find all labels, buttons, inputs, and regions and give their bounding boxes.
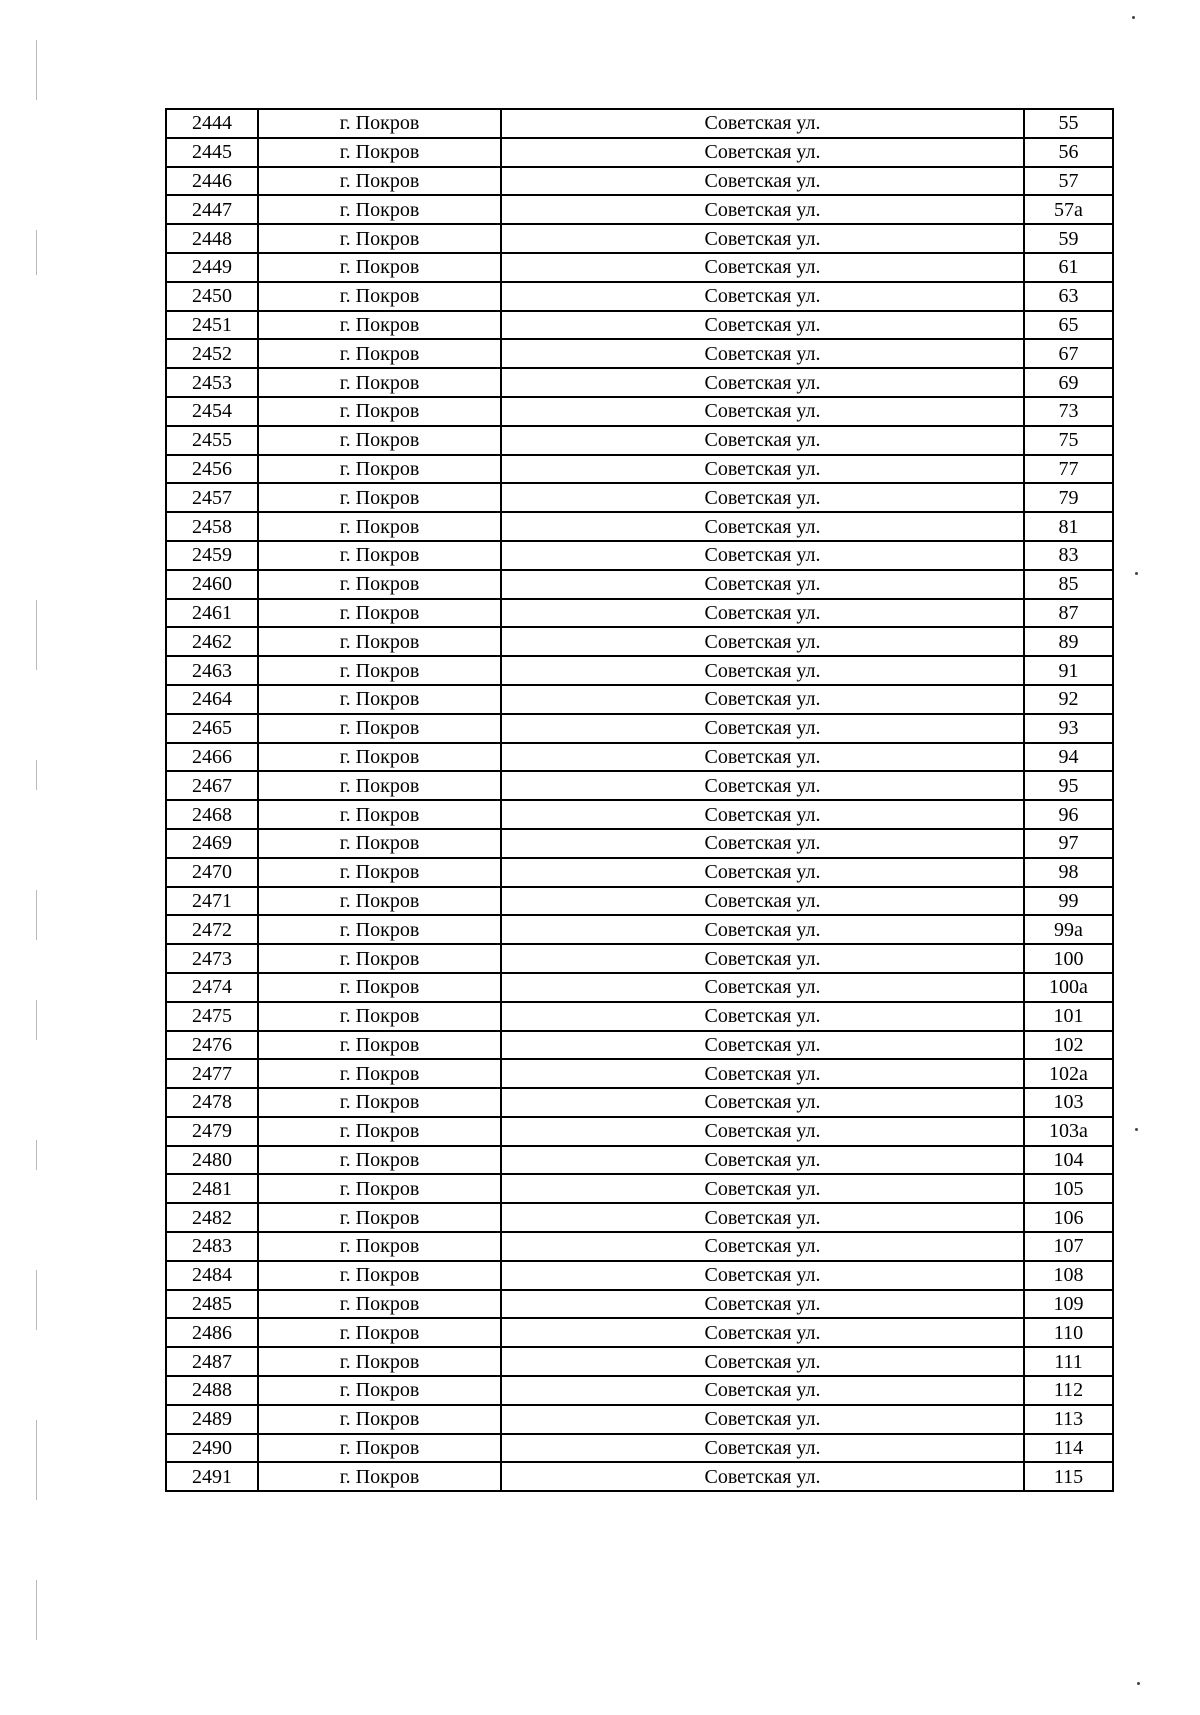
table-row <box>166 426 1113 455</box>
row-number-cell: 2474 <box>166 973 258 1002</box>
table-row <box>166 944 1113 973</box>
city-cell: г. Покров <box>258 858 501 887</box>
table-row <box>166 167 1113 196</box>
table-row <box>166 224 1113 253</box>
street-cell: Советская ул. <box>501 1174 1024 1203</box>
city-cell: г. Покров <box>258 599 501 628</box>
house-number-cell: 96 <box>1024 800 1113 829</box>
city-cell: г. Покров <box>258 1059 501 1088</box>
table-row <box>166 1002 1113 1031</box>
scan-speck <box>1137 1682 1140 1685</box>
house-number-cell: 97 <box>1024 829 1113 858</box>
street-cell: Советская ул. <box>501 915 1024 944</box>
city-cell: г. Покров <box>258 1376 501 1405</box>
table-row <box>166 800 1113 829</box>
table-row <box>166 1462 1113 1491</box>
street-cell: Советская ул. <box>501 800 1024 829</box>
house-number-cell: 112 <box>1024 1376 1113 1405</box>
street-cell: Советская ул. <box>501 195 1024 224</box>
table-row <box>166 1290 1113 1319</box>
row-number-cell: 2473 <box>166 944 258 973</box>
table-row <box>166 1347 1113 1376</box>
city-cell: г. Покров <box>258 1146 501 1175</box>
row-number-cell: 2489 <box>166 1405 258 1434</box>
city-cell: г. Покров <box>258 311 501 340</box>
house-number-cell: 113 <box>1024 1405 1113 1434</box>
house-number-cell: 77 <box>1024 455 1113 484</box>
table-row <box>166 195 1113 224</box>
scan-margin-mark <box>36 1140 37 1170</box>
row-number-cell: 2480 <box>166 1146 258 1175</box>
row-number-cell: 2476 <box>166 1031 258 1060</box>
table-row <box>166 311 1113 340</box>
house-number-cell: 110 <box>1024 1318 1113 1347</box>
table-row <box>166 1117 1113 1146</box>
table-row <box>166 512 1113 541</box>
street-cell: Советская ул. <box>501 1261 1024 1290</box>
street-cell: Советская ул. <box>501 656 1024 685</box>
row-number-cell: 2486 <box>166 1318 258 1347</box>
row-number-cell: 2445 <box>166 138 258 167</box>
table-row <box>166 109 1113 138</box>
address-table <box>165 108 1114 1492</box>
city-cell: г. Покров <box>258 1031 501 1060</box>
table-row <box>166 685 1113 714</box>
city-cell: г. Покров <box>258 685 501 714</box>
table-row <box>166 1232 1113 1261</box>
row-number-cell: 2458 <box>166 512 258 541</box>
street-cell: Советская ул. <box>501 1059 1024 1088</box>
street-cell: Советская ул. <box>501 858 1024 887</box>
city-cell: г. Покров <box>258 339 501 368</box>
city-cell: г. Покров <box>258 800 501 829</box>
street-cell: Советская ул. <box>501 311 1024 340</box>
row-number-cell: 2478 <box>166 1088 258 1117</box>
house-number-cell: 89 <box>1024 627 1113 656</box>
row-number-cell: 2490 <box>166 1434 258 1463</box>
house-number-cell: 98 <box>1024 858 1113 887</box>
table-row <box>166 743 1113 772</box>
scan-margin-mark <box>36 1420 37 1500</box>
row-number-cell: 2479 <box>166 1117 258 1146</box>
street-cell: Советская ул. <box>501 1347 1024 1376</box>
row-number-cell: 2466 <box>166 743 258 772</box>
row-number-cell: 2456 <box>166 455 258 484</box>
row-number-cell: 2468 <box>166 800 258 829</box>
street-cell: Советская ул. <box>501 541 1024 570</box>
row-number-cell: 2447 <box>166 195 258 224</box>
table-row <box>166 1318 1113 1347</box>
street-cell: Советская ул. <box>501 944 1024 973</box>
table-row <box>166 397 1113 426</box>
row-number-cell: 2448 <box>166 224 258 253</box>
house-number-cell: 94 <box>1024 743 1113 772</box>
row-number-cell: 2452 <box>166 339 258 368</box>
scan-margin-mark <box>36 1580 37 1640</box>
street-cell: Советская ул. <box>501 483 1024 512</box>
table-row <box>166 483 1113 512</box>
city-cell: г. Покров <box>258 1290 501 1319</box>
house-number-cell: 99 <box>1024 887 1113 916</box>
city-cell: г. Покров <box>258 138 501 167</box>
table-row <box>166 887 1113 916</box>
street-cell: Советская ул. <box>501 1002 1024 1031</box>
street-cell: Советская ул. <box>501 1434 1024 1463</box>
house-number-cell: 55 <box>1024 109 1113 138</box>
row-number-cell: 2482 <box>166 1203 258 1232</box>
table-row <box>166 1088 1113 1117</box>
row-number-cell: 2451 <box>166 311 258 340</box>
table-row <box>166 1059 1113 1088</box>
house-number-cell: 91 <box>1024 656 1113 685</box>
table-row <box>166 1174 1113 1203</box>
row-number-cell: 2457 <box>166 483 258 512</box>
street-cell: Советская ул. <box>501 1031 1024 1060</box>
house-number-cell: 102 <box>1024 1031 1113 1060</box>
street-cell: Советская ул. <box>501 109 1024 138</box>
row-number-cell: 2460 <box>166 570 258 599</box>
row-number-cell: 2491 <box>166 1462 258 1491</box>
house-number-cell: 109 <box>1024 1290 1113 1319</box>
city-cell: г. Покров <box>258 253 501 282</box>
table-row <box>166 858 1113 887</box>
house-number-cell: 61 <box>1024 253 1113 282</box>
city-cell: г. Покров <box>258 224 501 253</box>
street-cell: Советская ул. <box>501 887 1024 916</box>
table-row <box>166 455 1113 484</box>
scan-margin-mark <box>36 760 37 790</box>
scan-speck <box>1135 572 1138 575</box>
table-row <box>166 138 1113 167</box>
table-row <box>166 541 1113 570</box>
city-cell: г. Покров <box>258 887 501 916</box>
street-cell: Советская ул. <box>501 138 1024 167</box>
city-cell: г. Покров <box>258 656 501 685</box>
street-cell: Советская ул. <box>501 1117 1024 1146</box>
city-cell: г. Покров <box>258 1232 501 1261</box>
city-cell: г. Покров <box>258 973 501 1002</box>
street-cell: Советская ул. <box>501 224 1024 253</box>
city-cell: г. Покров <box>258 1002 501 1031</box>
city-cell: г. Покров <box>258 944 501 973</box>
table-row <box>166 282 1113 311</box>
street-cell: Советская ул. <box>501 282 1024 311</box>
scan-margin-mark <box>36 600 37 670</box>
house-number-cell: 93 <box>1024 714 1113 743</box>
row-number-cell: 2449 <box>166 253 258 282</box>
row-number-cell: 2469 <box>166 829 258 858</box>
house-number-cell: 102а <box>1024 1059 1113 1088</box>
street-cell: Советская ул. <box>501 570 1024 599</box>
city-cell: г. Покров <box>258 397 501 426</box>
city-cell: г. Покров <box>258 1088 501 1117</box>
row-number-cell: 2470 <box>166 858 258 887</box>
street-cell: Советская ул. <box>501 397 1024 426</box>
house-number-cell: 81 <box>1024 512 1113 541</box>
city-cell: г. Покров <box>258 512 501 541</box>
city-cell: г. Покров <box>258 109 501 138</box>
house-number-cell: 69 <box>1024 368 1113 397</box>
city-cell: г. Покров <box>258 167 501 196</box>
city-cell: г. Покров <box>258 541 501 570</box>
city-cell: г. Покров <box>258 627 501 656</box>
row-number-cell: 2475 <box>166 1002 258 1031</box>
house-number-cell: 111 <box>1024 1347 1113 1376</box>
table-row <box>166 1261 1113 1290</box>
house-number-cell: 92 <box>1024 685 1113 714</box>
house-number-cell: 75 <box>1024 426 1113 455</box>
city-cell: г. Покров <box>258 829 501 858</box>
table-row <box>166 656 1113 685</box>
scan-margin-mark <box>36 890 37 940</box>
house-number-cell: 85 <box>1024 570 1113 599</box>
house-number-cell: 115 <box>1024 1462 1113 1491</box>
street-cell: Советская ул. <box>501 1376 1024 1405</box>
row-number-cell: 2464 <box>166 685 258 714</box>
row-number-cell: 2450 <box>166 282 258 311</box>
row-number-cell: 2444 <box>166 109 258 138</box>
row-number-cell: 2454 <box>166 397 258 426</box>
house-number-cell: 83 <box>1024 541 1113 570</box>
house-number-cell: 100 <box>1024 944 1113 973</box>
city-cell: г. Покров <box>258 1434 501 1463</box>
house-number-cell: 99а <box>1024 915 1113 944</box>
table-row <box>166 1203 1113 1232</box>
city-cell: г. Покров <box>258 282 501 311</box>
scan-speck <box>1135 1128 1138 1131</box>
row-number-cell: 2471 <box>166 887 258 916</box>
scan-margin-mark <box>36 1270 37 1330</box>
table-row <box>166 1146 1113 1175</box>
table-row <box>166 253 1113 282</box>
house-number-cell: 79 <box>1024 483 1113 512</box>
house-number-cell: 100а <box>1024 973 1113 1002</box>
table-row <box>166 627 1113 656</box>
street-cell: Советская ул. <box>501 973 1024 1002</box>
city-cell: г. Покров <box>258 1117 501 1146</box>
street-cell: Советская ул. <box>501 627 1024 656</box>
street-cell: Советская ул. <box>501 426 1024 455</box>
street-cell: Советская ул. <box>501 1088 1024 1117</box>
table-row <box>166 570 1113 599</box>
city-cell: г. Покров <box>258 426 501 455</box>
city-cell: г. Покров <box>258 570 501 599</box>
house-number-cell: 63 <box>1024 282 1113 311</box>
house-number-cell: 95 <box>1024 771 1113 800</box>
scan-margin-mark <box>36 230 37 275</box>
table-row <box>166 771 1113 800</box>
table-row <box>166 1376 1113 1405</box>
city-cell: г. Покров <box>258 1462 501 1491</box>
city-cell: г. Покров <box>258 771 501 800</box>
house-number-cell: 87 <box>1024 599 1113 628</box>
house-number-cell: 114 <box>1024 1434 1113 1463</box>
city-cell: г. Покров <box>258 195 501 224</box>
scan-margin-mark <box>36 1000 37 1040</box>
address-table-body <box>166 109 1113 1491</box>
city-cell: г. Покров <box>258 368 501 397</box>
table-row <box>166 368 1113 397</box>
row-number-cell: 2465 <box>166 714 258 743</box>
city-cell: г. Покров <box>258 1261 501 1290</box>
street-cell: Советская ул. <box>501 512 1024 541</box>
row-number-cell: 2462 <box>166 627 258 656</box>
scan-margin-mark <box>36 40 37 100</box>
city-cell: г. Покров <box>258 714 501 743</box>
street-cell: Советская ул. <box>501 167 1024 196</box>
house-number-cell: 57а <box>1024 195 1113 224</box>
street-cell: Советская ул. <box>501 1318 1024 1347</box>
city-cell: г. Покров <box>258 1203 501 1232</box>
street-cell: Советская ул. <box>501 714 1024 743</box>
street-cell: Советская ул. <box>501 685 1024 714</box>
street-cell: Советская ул. <box>501 829 1024 858</box>
house-number-cell: 108 <box>1024 1261 1113 1290</box>
table-row <box>166 1405 1113 1434</box>
house-number-cell: 57 <box>1024 167 1113 196</box>
table-row <box>166 339 1113 368</box>
row-number-cell: 2485 <box>166 1290 258 1319</box>
city-cell: г. Покров <box>258 483 501 512</box>
street-cell: Советская ул. <box>501 1290 1024 1319</box>
table-row <box>166 829 1113 858</box>
street-cell: Советская ул. <box>501 1405 1024 1434</box>
table-row <box>166 1434 1113 1463</box>
table-row <box>166 599 1113 628</box>
house-number-cell: 103 <box>1024 1088 1113 1117</box>
house-number-cell: 103а <box>1024 1117 1113 1146</box>
city-cell: г. Покров <box>258 743 501 772</box>
row-number-cell: 2463 <box>166 656 258 685</box>
house-number-cell: 73 <box>1024 397 1113 426</box>
row-number-cell: 2488 <box>166 1376 258 1405</box>
row-number-cell: 2472 <box>166 915 258 944</box>
street-cell: Советская ул. <box>501 771 1024 800</box>
table-row <box>166 915 1113 944</box>
house-number-cell: 107 <box>1024 1232 1113 1261</box>
table-row <box>166 973 1113 1002</box>
street-cell: Советская ул. <box>501 253 1024 282</box>
table-row <box>166 1031 1113 1060</box>
house-number-cell: 65 <box>1024 311 1113 340</box>
city-cell: г. Покров <box>258 915 501 944</box>
row-number-cell: 2481 <box>166 1174 258 1203</box>
house-number-cell: 59 <box>1024 224 1113 253</box>
city-cell: г. Покров <box>258 1347 501 1376</box>
street-cell: Советская ул. <box>501 743 1024 772</box>
row-number-cell: 2484 <box>166 1261 258 1290</box>
street-cell: Советская ул. <box>501 1232 1024 1261</box>
row-number-cell: 2446 <box>166 167 258 196</box>
row-number-cell: 2455 <box>166 426 258 455</box>
house-number-cell: 104 <box>1024 1146 1113 1175</box>
scan-speck <box>1132 16 1135 19</box>
street-cell: Советская ул. <box>501 455 1024 484</box>
city-cell: г. Покров <box>258 1318 501 1347</box>
row-number-cell: 2461 <box>166 599 258 628</box>
house-number-cell: 106 <box>1024 1203 1113 1232</box>
house-number-cell: 56 <box>1024 138 1113 167</box>
house-number-cell: 67 <box>1024 339 1113 368</box>
street-cell: Советская ул. <box>501 339 1024 368</box>
house-number-cell: 101 <box>1024 1002 1113 1031</box>
street-cell: Советская ул. <box>501 599 1024 628</box>
street-cell: Советская ул. <box>501 1203 1024 1232</box>
row-number-cell: 2467 <box>166 771 258 800</box>
row-number-cell: 2453 <box>166 368 258 397</box>
city-cell: г. Покров <box>258 455 501 484</box>
street-cell: Советская ул. <box>501 1462 1024 1491</box>
street-cell: Советская ул. <box>501 368 1024 397</box>
street-cell: Советская ул. <box>501 1146 1024 1175</box>
row-number-cell: 2459 <box>166 541 258 570</box>
city-cell: г. Покров <box>258 1405 501 1434</box>
city-cell: г. Покров <box>258 1174 501 1203</box>
table-row <box>166 714 1113 743</box>
house-number-cell: 105 <box>1024 1174 1113 1203</box>
row-number-cell: 2487 <box>166 1347 258 1376</box>
row-number-cell: 2483 <box>166 1232 258 1261</box>
row-number-cell: 2477 <box>166 1059 258 1088</box>
